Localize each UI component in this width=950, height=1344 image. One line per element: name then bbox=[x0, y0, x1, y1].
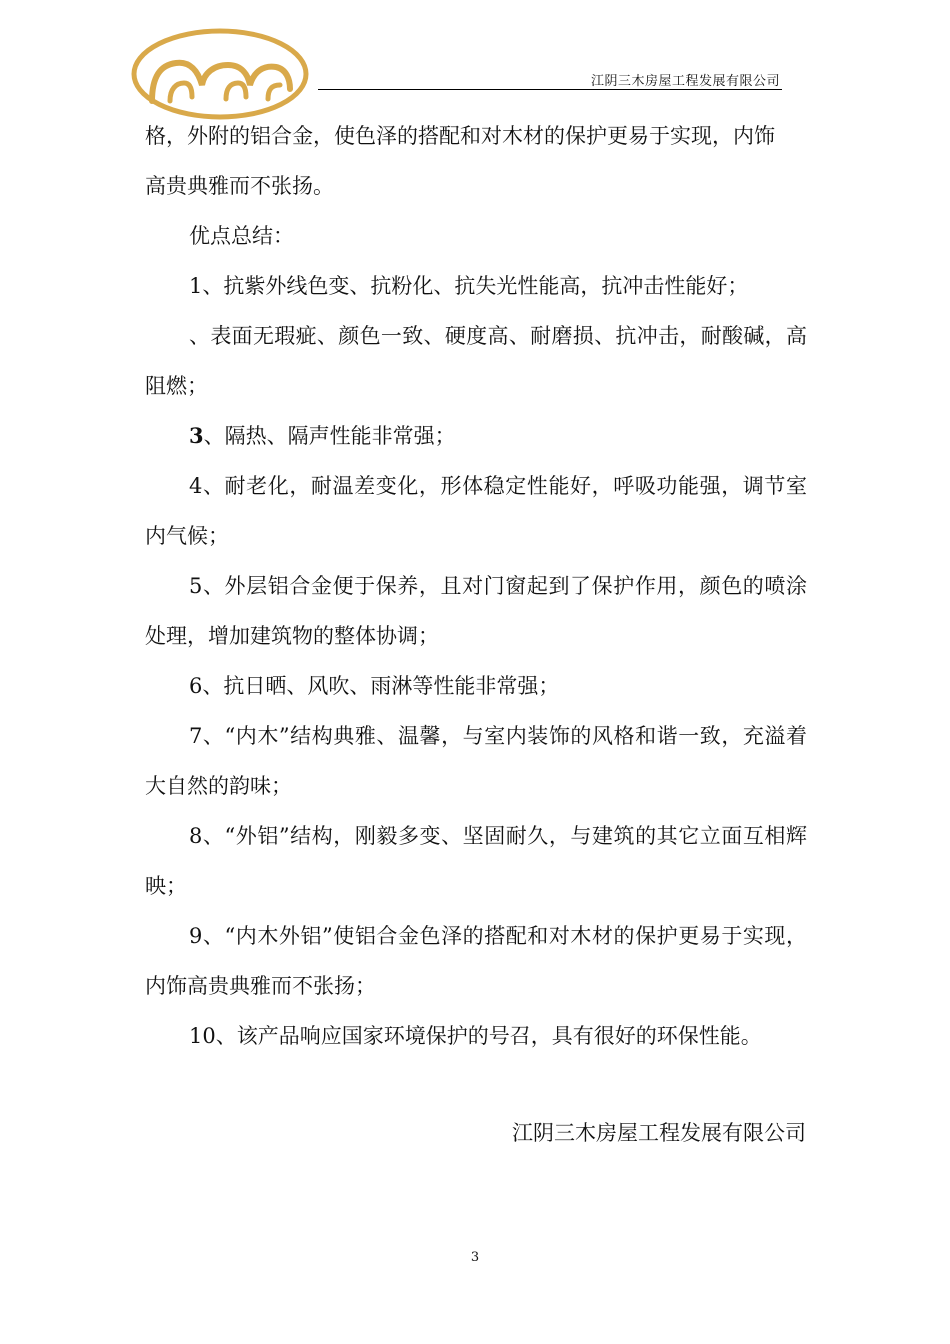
list-item-3-text: 、隔热、隔声性能非常强； bbox=[203, 424, 456, 448]
list-item-4: 4、耐老化，耐温差变化，形体稳定性能好，呼吸功能强，调节室内气候； bbox=[145, 474, 807, 548]
company-signature: 江阴三木房屋工程发展有限公司 bbox=[512, 1121, 806, 1145]
list-item-3-number: 3 bbox=[189, 423, 204, 448]
header-company-name: 江阴三木房屋工程发展有限公司 bbox=[590, 74, 780, 89]
list-item-9: 9、“内木外铝”使铝合金色泽的搭配和对木材的保护更易于实现，内饰高贵典雅而不张扬； bbox=[145, 924, 807, 998]
list-item-1: 1、抗紫外线色变、抗粉化、抗失光性能高，抗冲击性能好； bbox=[189, 274, 749, 298]
intro-line-1: 格，外附的铝合金，使色泽的搭配和对木材的保护更易于实现，内饰 bbox=[145, 124, 775, 148]
list-item-6: 6、抗日晒、风吹、雨淋等性能非常强； bbox=[189, 674, 560, 698]
list-item-2: 、表面无瑕疵、颜色一致、硬度高、耐磨损、抗冲击，耐酸碱，高阻燃； bbox=[145, 324, 807, 398]
header-rule bbox=[318, 89, 782, 90]
page-number: 3 bbox=[470, 1250, 480, 1265]
company-logo bbox=[130, 27, 310, 121]
summary-title: 优点总结： bbox=[189, 224, 294, 248]
intro-line-2: 高贵典雅而不张扬。 bbox=[145, 174, 334, 198]
list-item-10: 10、该产品响应国家环境保护的号召，具有很好的环保性能。 bbox=[189, 1024, 762, 1048]
list-item-5: 5、外层铝合金便于保养，且对门窗起到了保护作用，颜色的喷涂处理，增加建筑物的整体协调； bbox=[145, 574, 807, 648]
list-item-3 bbox=[145, 411, 807, 461]
list-item-7: 7、“内木”结构典雅、温馨，与室内装饰的风格和谐一致，充溢着大自然的韵味； bbox=[145, 724, 807, 798]
list-item-8: 8、“外铝”结构，刚毅多变、坚固耐久，与建筑的其它立面互相辉映； bbox=[145, 824, 807, 898]
document-body bbox=[145, 111, 807, 1061]
